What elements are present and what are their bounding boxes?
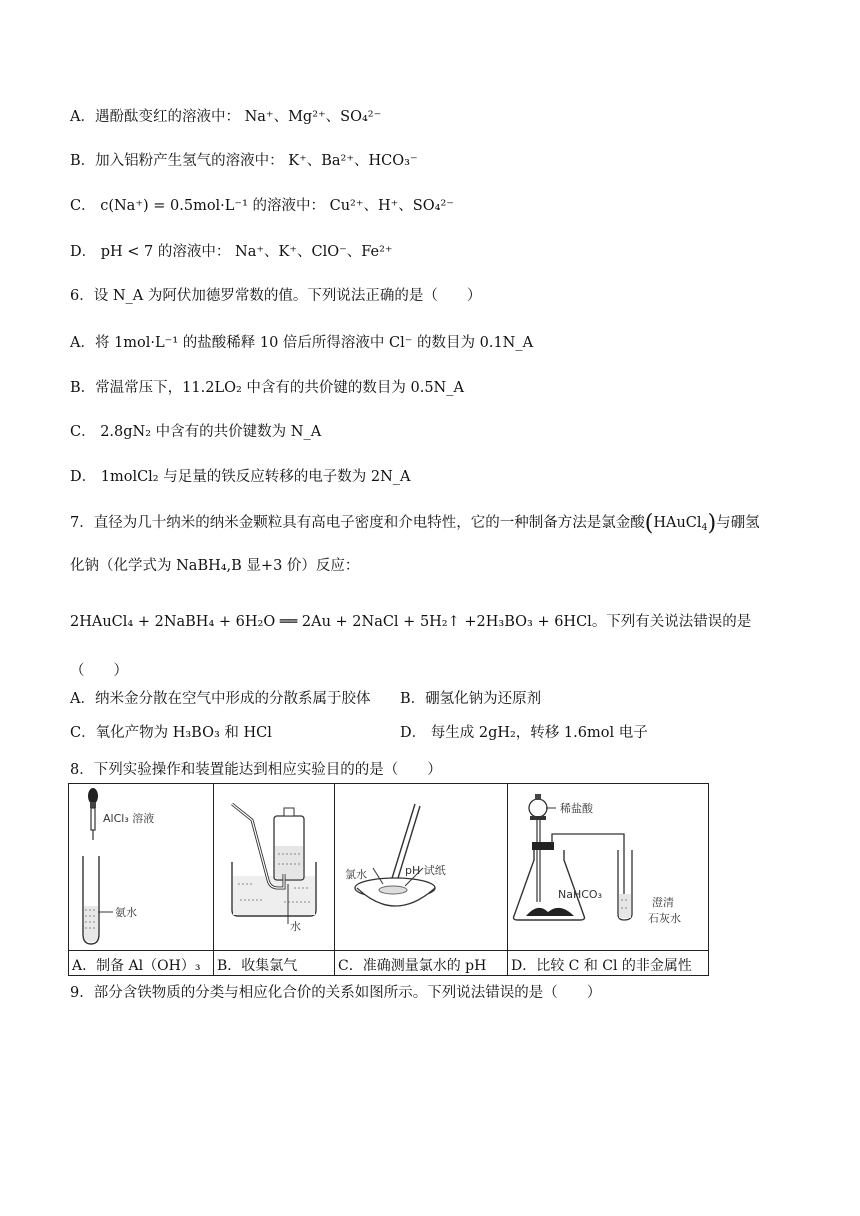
- q7-stem-line2: 化钠（化学式为 NaBH₄,B 显+3 价）反应：: [70, 558, 360, 574]
- fig-c-left-label: 氯水: [345, 868, 367, 881]
- fig-b-cell: [214, 784, 335, 951]
- q5-option-d-mid: 的溶液中：: [157, 244, 231, 260]
- q7-equation-tail: 。下列有关说法错误的是: [591, 614, 752, 630]
- fig-b-water-collection: [214, 784, 334, 950]
- fig-d-gas-generation: [508, 784, 708, 950]
- fig-a-tube-label: 氨水: [115, 906, 137, 919]
- caption-c: C．准确测量氯水的 pH: [335, 951, 508, 976]
- q7-stem-text: 7．直径为几十纳米的纳米金颗粒具有高电子密度和介电特性，它的一种制备方法是氯金酸: [70, 515, 645, 531]
- caption-b: B．收集氯气: [214, 951, 335, 976]
- fig-d-cell: [508, 784, 709, 951]
- q5-option-a-prefix: A．遇酚酞变红的溶液中：: [70, 109, 240, 125]
- fig-c-right-label: pH 试纸: [405, 864, 446, 877]
- fig-d-acid-label: 稀盐酸: [560, 802, 593, 815]
- q5-option-c-prefix: C．: [70, 198, 96, 214]
- q5-option-c-mid: 的溶液中：: [252, 198, 325, 214]
- q7-stem-line1: 7．直径为几十纳米的纳米金颗粒具有高电子密度和介电特性，它的一种制备方法是氯金酸(HAuCl$_4$)与硼氢: [70, 511, 760, 536]
- caption-d: D．比较 C 和 Cl 的非金属性: [508, 951, 709, 976]
- q6-option-a: A．将 1mol·L⁻¹ 的盐酸稀释 10 倍后所得溶液中 Cl⁻ 的数目为 0.1N_A: [70, 335, 534, 351]
- q5-option-b-ions: K⁺、Ba²⁺、HCO₃⁻: [288, 153, 418, 169]
- q5-option-d: [70, 242, 393, 262]
- q9-stem: 9．部分含铁物质的分类与相应化合价的关系如图所示。下列说法错误的是（ ）: [70, 985, 602, 1001]
- q7-haucl4: HAuCl$_4$: [653, 515, 708, 533]
- fig-c-cell: [335, 784, 508, 951]
- fig-b-water-label: 水: [290, 920, 301, 933]
- q5-option-c-condition: c(Na⁺) = 0.5mol·L⁻¹: [100, 198, 248, 214]
- q5-option-c: [70, 196, 454, 216]
- q7-option-d: D． 每生成 2gH₂，转移 1.6mol 电子: [400, 725, 648, 741]
- q5-option-b-prefix: B．加入铝粉产生氢气的溶液中：: [70, 153, 284, 169]
- fig-d-right-label-2: 石灰水: [648, 912, 681, 925]
- fig-d-solid-label: NaHCO₃: [558, 888, 602, 901]
- q7-equation-line: [70, 612, 751, 632]
- q5-option-d-condition: pH < 7: [100, 244, 154, 260]
- q6-option-b: B．常温常压下，11.2LO₂ 中含有的共价键的数目为 0.5N_A: [70, 380, 464, 396]
- q5-option-d-prefix: D．: [70, 244, 97, 260]
- q5-option-a-ions: Na⁺、Mg²⁺、SO₄²⁻: [244, 109, 382, 125]
- fig-a-dropper-test-tube: [69, 784, 213, 950]
- q5-option-c-ions: Cu²⁺、H⁺、SO₄²⁻: [329, 198, 454, 214]
- fig-a-cell: [69, 784, 214, 951]
- fig-a-drawing: [69, 784, 213, 950]
- q8-stem: 8．下列实验操作和装置能达到相应实验目的的是（ ）: [70, 762, 442, 778]
- q7-option-b: B．硼氢化钠为还原剂: [400, 691, 542, 707]
- fig-a-reagent-label: AlCl₃ 溶液: [103, 812, 155, 825]
- q7-option-c: C．氧化产物为 H₃BO₃ 和 HCl: [70, 725, 272, 741]
- q5-option-d-ions: Na⁺、K⁺、ClO⁻、Fe²⁺: [235, 244, 393, 260]
- q8-experiment-table: [68, 783, 709, 976]
- q5-option-b: [70, 151, 418, 171]
- fig-d-right-label-1: 澄清: [652, 896, 674, 909]
- q7-stem-tail: 与硼氢: [716, 515, 760, 531]
- q7-answer-paren: （ ）: [70, 663, 128, 679]
- fig-c-ph-test: [335, 784, 507, 950]
- caption-a: A．制备 Al（OH）₃: [69, 951, 214, 976]
- q6-option-c: C． 2.8gN₂ 中含有的共价键数为 N_A: [70, 424, 322, 440]
- q7-equation: 2HAuCl₄ + 2NaBH₄ + 6H₂O ══ 2Au + 2NaCl + 5H₂↑ +2H₃BO₃ + 6HCl: [70, 614, 592, 630]
- q6-option-d: D． 1molCl₂ 与足量的铁反应转移的电子数为 2N_A: [70, 469, 411, 485]
- fig-b-drawing: [214, 784, 334, 950]
- q7-option-a: A．纳米金分散在空气中形成的分散系属于胶体: [70, 691, 371, 707]
- q6-stem: 6．设 N_A 为阿伏加德罗常数的值。下列说法正确的是（ ）: [70, 288, 482, 304]
- q5-option-a: [70, 107, 381, 127]
